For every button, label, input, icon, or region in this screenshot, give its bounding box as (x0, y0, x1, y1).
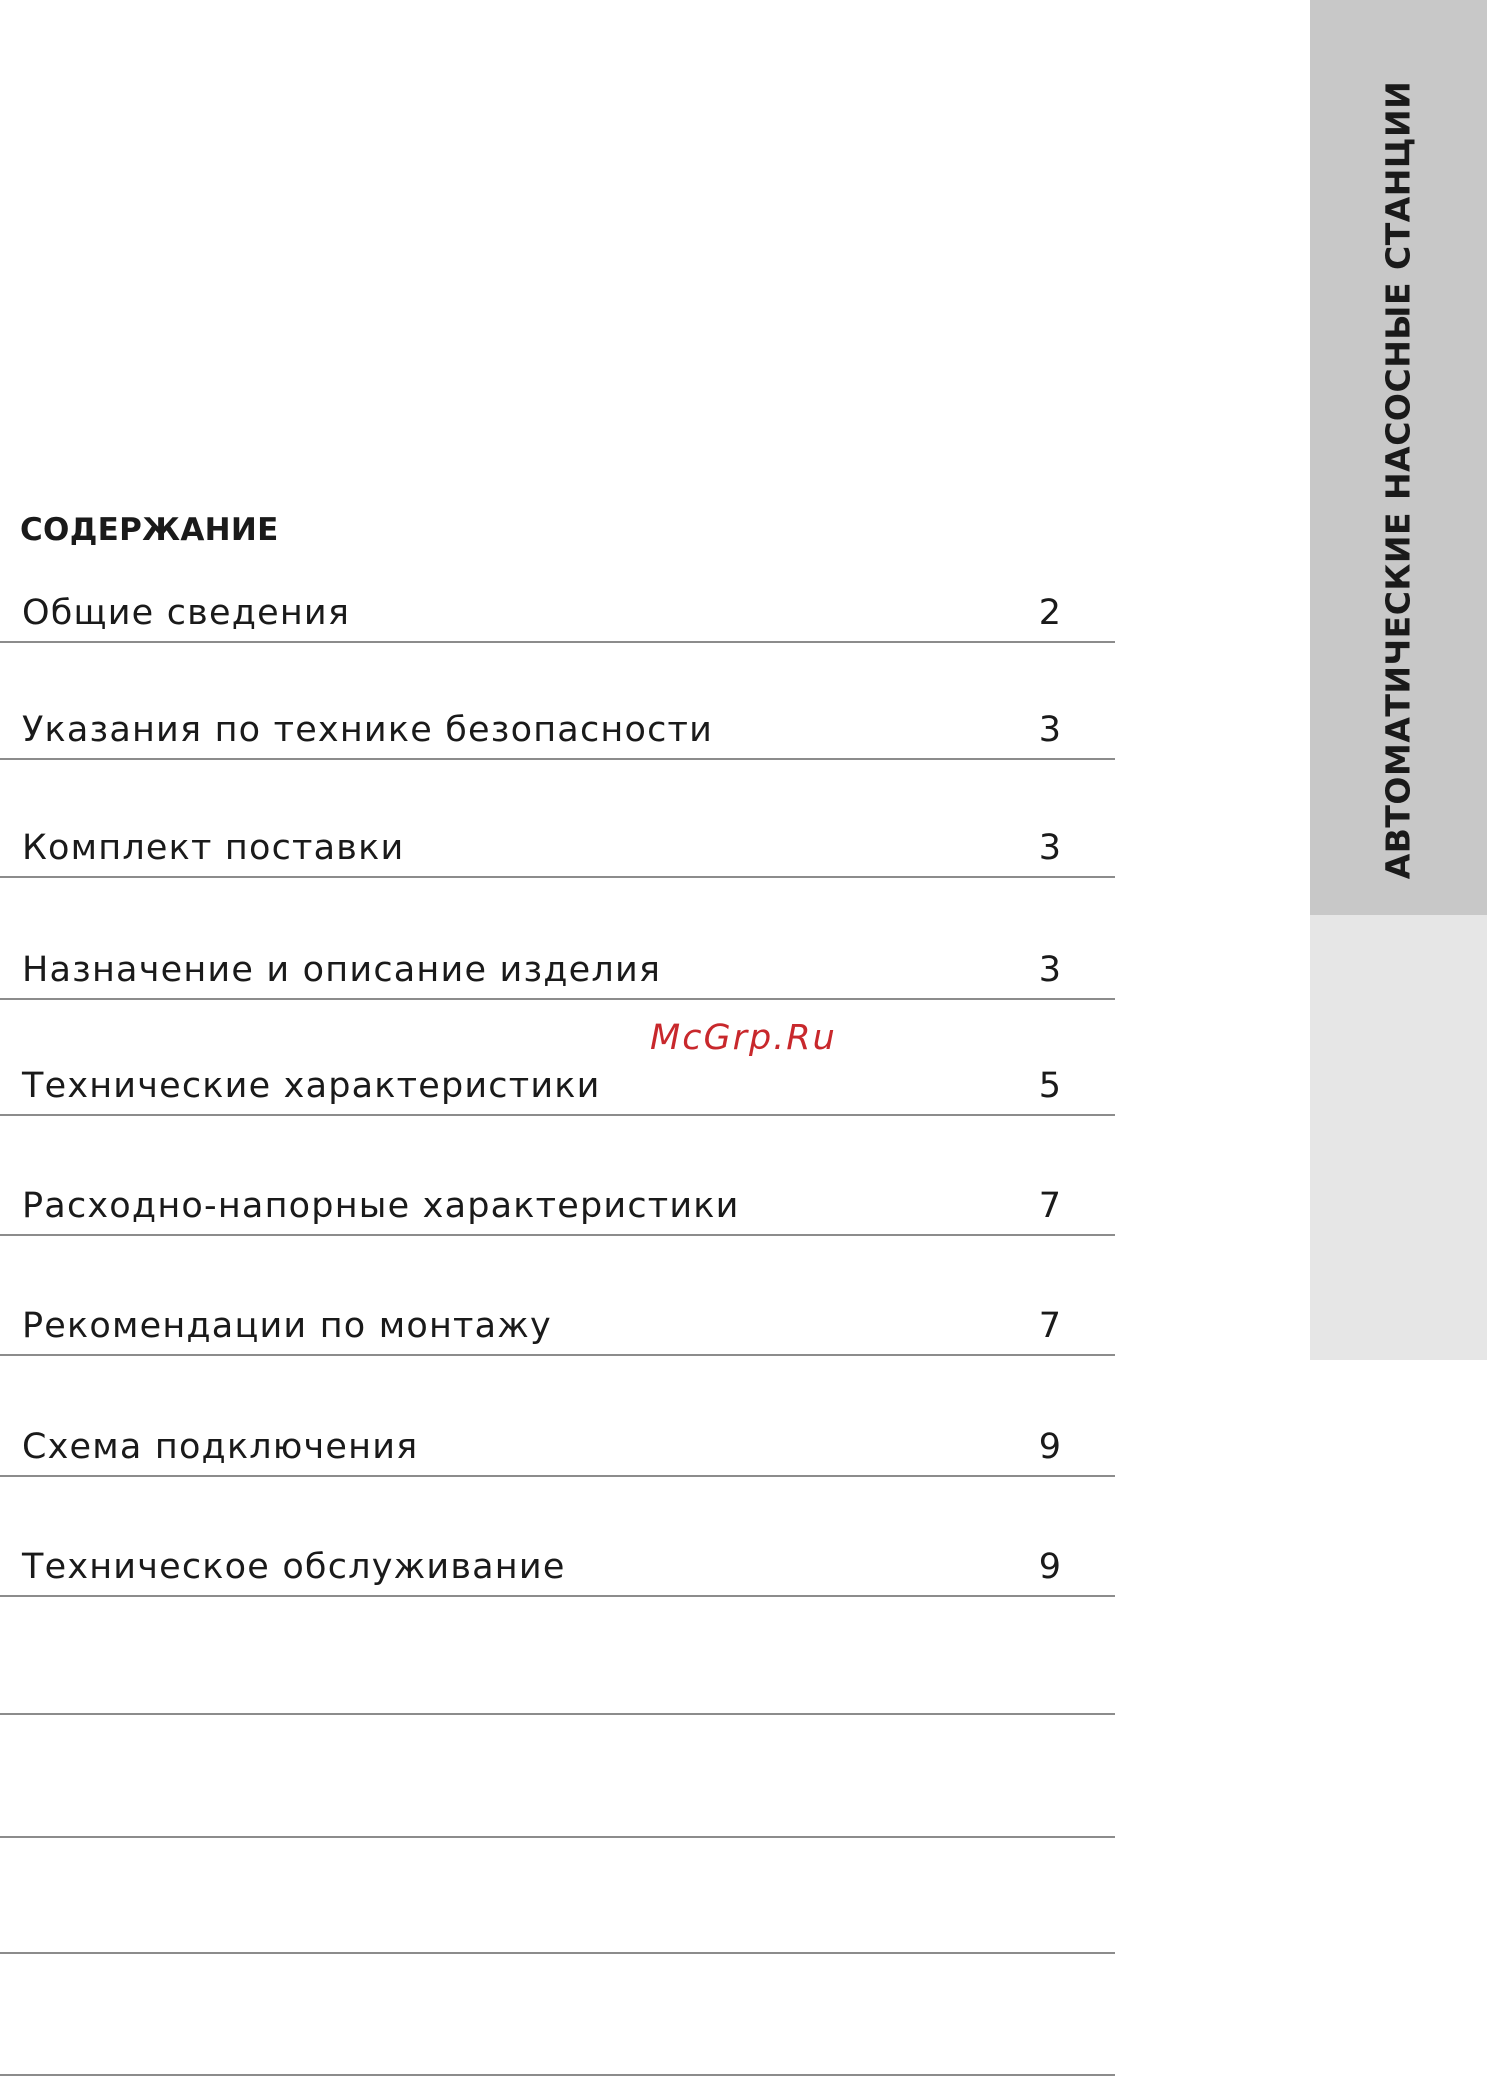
toc-item-page: 5 (1038, 1066, 1061, 1106)
toc-item-maintenance[interactable] (0, 1535, 1115, 1597)
toc-item-label: Рекомендации по монтажу (22, 1306, 552, 1346)
toc-item-page: 9 (1038, 1547, 1061, 1587)
sidebar-tab-lower (1310, 915, 1487, 1360)
blank-rule (0, 1952, 1115, 1954)
toc-item-page: 9 (1038, 1427, 1061, 1467)
section-title-vertical: АВТОМАТИЧЕСКИЕ НАСОСНЫЕ СТАНЦИИ (1378, 80, 1418, 880)
toc-item-label: Технические характеристики (22, 1066, 601, 1106)
blank-rule (0, 2074, 1115, 2076)
toc-item-package[interactable] (0, 816, 1115, 878)
blank-rule (0, 1713, 1115, 1715)
toc-item-page: 3 (1038, 828, 1061, 868)
toc-item-label: Схема подключения (22, 1427, 419, 1467)
toc-item-label: Комплект поставки (22, 828, 405, 868)
toc-item-page: 7 (1038, 1306, 1061, 1346)
blank-rule (0, 1836, 1115, 1838)
toc-item-specs[interactable] (0, 1054, 1115, 1116)
toc-item-page: 3 (1038, 710, 1061, 750)
watermark: McGrp.Ru (650, 1018, 837, 1058)
toc-item-page: 2 (1038, 593, 1061, 633)
toc-item-general[interactable] (0, 581, 1115, 643)
toc-item-safety[interactable] (0, 698, 1115, 760)
toc-item-purpose[interactable] (0, 938, 1115, 1000)
toc-item-label: Техническое обслуживание (22, 1547, 566, 1587)
toc-item-flow-head[interactable] (0, 1174, 1115, 1236)
toc-item-label: Общие сведения (22, 593, 351, 633)
toc-item-wiring[interactable] (0, 1415, 1115, 1477)
toc-item-page: 3 (1038, 950, 1061, 990)
toc-item-label: Указания по технике безопасности (22, 710, 714, 750)
toc-item-label: Расходно-напорные характеристики (22, 1186, 740, 1226)
toc-item-installation[interactable] (0, 1294, 1115, 1356)
toc-heading: СОДЕРЖАНИЕ (20, 512, 279, 548)
toc-item-page: 7 (1038, 1186, 1061, 1226)
toc-item-label: Назначение и описание изделия (22, 950, 662, 990)
